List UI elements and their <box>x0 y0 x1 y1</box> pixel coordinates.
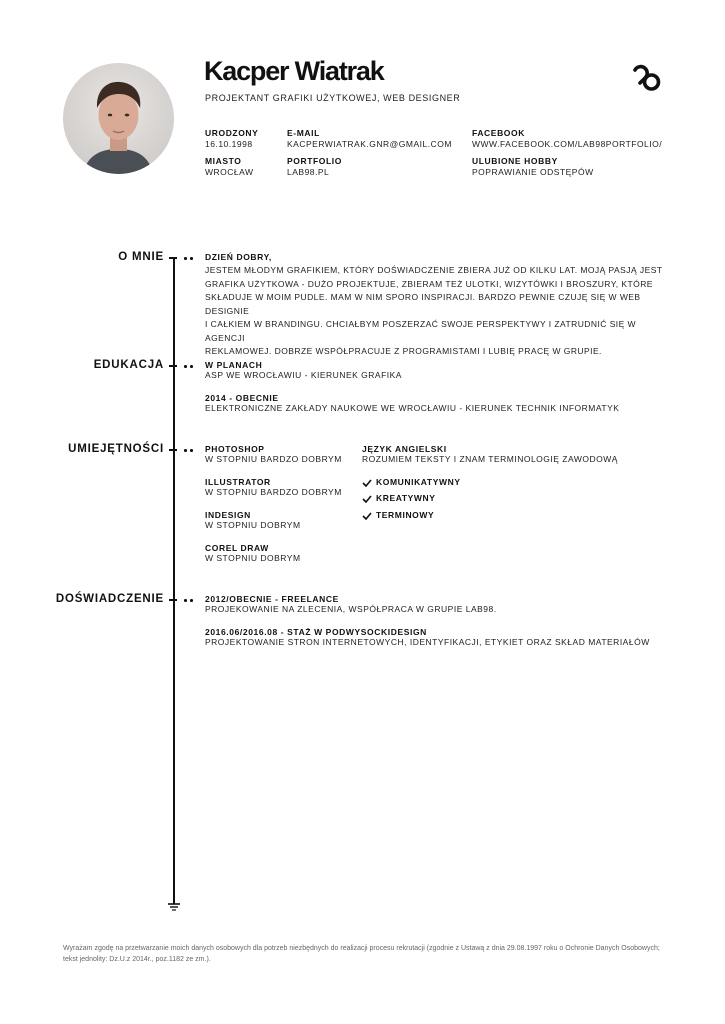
skill-heading: COREL DRAW <box>205 543 269 553</box>
timeline-dot <box>184 257 187 260</box>
language-text: ROZUMIEM TEKSTY I ZNAM TERMINOLOGIĘ ZAWODOWĄ <box>362 454 618 464</box>
portrait-icon <box>63 63 174 174</box>
about-line: SKŁADUJE W MOIM PUDLE. MAM W NIM SPORO INSPIRACJI. BARDZO PEWNIE CZUJĘ SIĘ W WEB DESIGNIE <box>205 292 641 316</box>
about-greeting: DZIEŃ DOBRY, <box>205 252 272 262</box>
education-text: ASP WE WROCŁAWIU - KIERUNEK GRAFIKA <box>205 370 402 380</box>
about-paragraph <box>205 264 667 359</box>
timeline-line <box>173 257 175 902</box>
about-line: JESTEM MŁODYM GRAFIKIEM, KTÓRY DOŚWIADCZENIE ZBIERA JUŻ OD KILKU LAT. MOJĄ PASJĄ JEST <box>205 265 663 275</box>
info-email <box>287 128 452 149</box>
education-text: ELEKTRONICZNE ZAKŁADY NAUKOWE WE WROCŁAWIU - KIERUNEK TECHNIK INFORMATYK <box>205 403 620 413</box>
skill-item <box>205 477 342 497</box>
info-label: E-MAIL <box>287 128 320 138</box>
education-heading: W PLANACH <box>205 360 263 370</box>
section-title-skills: UMIEJĘTNOŚCI <box>68 443 164 455</box>
info-label: PORTFOLIO <box>287 156 342 166</box>
lab98-logo-icon <box>630 61 664 95</box>
about-line: GRAFIKA UŻYTKOWA - DUŻO PROJEKTUJE, ZBIERAM TEŻ ULOTKI, WIZYTÓWKI I BROSZURY, KTÓRE <box>205 278 653 289</box>
info-label: FACEBOOK <box>472 128 525 138</box>
skill-item <box>205 543 301 563</box>
education-item <box>205 360 402 380</box>
info-value: POPRAWIANIE ODSTĘPÓW <box>472 167 594 177</box>
section-title-experience: DOŚWIADCZENIE <box>55 593 164 605</box>
timeline-dot <box>190 365 193 368</box>
info-label: URODZONY <box>205 128 259 138</box>
trait-item <box>362 477 461 487</box>
timeline-dot <box>184 449 187 452</box>
info-value: WROCŁAW <box>205 167 254 177</box>
timeline-tick <box>169 257 177 259</box>
trait-label: TERMINOWY <box>376 510 435 520</box>
timeline-dot <box>190 449 193 452</box>
trait-item <box>362 493 436 503</box>
info-value: 16.10.1998 <box>205 139 253 149</box>
info-portfolio <box>287 156 342 177</box>
timeline-tick <box>169 365 177 367</box>
trait-label: KOMUNIKATYWNY <box>376 477 461 487</box>
timeline-end-icon <box>166 899 182 913</box>
education-item <box>205 393 619 413</box>
info-label: MIASTO <box>205 156 242 166</box>
timeline-dot <box>190 599 193 602</box>
info-hobby <box>472 156 594 177</box>
job-title: PROJEKTANT GRAFIKI UŻYTKOWEJ, WEB DESIGNER <box>205 93 461 103</box>
skill-text: W STOPNIU DOBRYM <box>205 553 301 563</box>
timeline-dot <box>190 257 193 260</box>
skill-heading: PHOTOSHOP <box>205 444 265 454</box>
skill-item <box>205 510 301 530</box>
experience-item <box>205 594 497 614</box>
timeline-tick <box>169 449 177 451</box>
info-facebook <box>472 128 662 149</box>
skill-text: W STOPNIU DOBRYM <box>205 520 301 530</box>
skill-item <box>205 444 342 464</box>
about-line: I CAŁKIEM W BRANDINGU. CHCIAŁBYM POSZERZAĆ SWOJE PERSPEKTYWY I ZATRUDNIĆ SIĘ W AGENCJI <box>205 319 637 343</box>
experience-text: PROJEKOWANIE NA ZLECENIA, WSPÓŁPRACA W GRUPIE LAB98. <box>205 604 497 614</box>
timeline-dot <box>184 365 187 368</box>
experience-item <box>205 627 650 647</box>
avatar <box>63 63 174 174</box>
check-icon <box>362 495 372 503</box>
education-heading: 2014 - OBECNIE <box>205 393 279 403</box>
timeline-dot <box>184 599 187 602</box>
check-icon <box>362 512 372 520</box>
about-line: REKLAMOWEJ. DOBRZE WSPÓŁPRACUJE Z PROGRAMISTAMI I LUBIĘ PRACĘ W GRUPIE. <box>205 346 602 356</box>
trait-label: KREATYWNY <box>376 493 436 503</box>
skill-heading: ILLUSTRATOR <box>205 477 271 487</box>
info-city <box>205 156 254 177</box>
language-heading: JĘZYK ANGIELSKI <box>362 444 447 454</box>
gdpr-consent: Wyrażam zgodę na przetwarzanie moich danych osobowych dla potrzeb niezbędnych do realizacji procesu rekrutacji (zgodnie z Ustawą z dnia 29.08.1997 roku o Ochronie Danych Osobowych; tekst jednolity: Dz.U.z 2014r., poz.1182 ze zm.). <box>63 945 660 963</box>
candidate-name: Kacper Wiatrak <box>204 56 384 86</box>
section-title-about: O MNIE <box>118 251 164 263</box>
experience-heading: 2012/OBECNIE - FREELANCE <box>205 594 339 604</box>
experience-text: PROJEKTOWANIE STRON INTERNETOWYCH, IDENTYFIKACJI, ETYKIET ORAZ SKŁAD MATERIAŁÓW <box>205 637 650 647</box>
skill-heading: INDESIGN <box>205 510 251 520</box>
timeline-tick <box>169 599 177 601</box>
trait-item <box>362 510 434 520</box>
info-value[interactable]: WWW.FACEBOOK.COM/LAB98PORTFOLIO/ <box>472 139 663 149</box>
skill-text: W STOPNIU BARDZO DOBRYM <box>205 487 342 497</box>
info-birth <box>205 128 258 149</box>
info-value[interactable]: KACPERWIATRAK.GNR@GMAIL.COM <box>287 139 452 149</box>
skill-text: W STOPNIU BARDZO DOBRYM <box>205 454 342 464</box>
experience-heading: 2016.06/2016.08 - STAŻ W PODWYSOCKIDESIGN <box>205 627 427 637</box>
section-title-education: EDUKACJA <box>93 359 164 371</box>
info-value[interactable]: LAB98.PL <box>287 167 330 177</box>
info-label: ULUBIONE HOBBY <box>472 156 558 166</box>
language-item <box>362 444 618 464</box>
check-icon <box>362 479 372 487</box>
